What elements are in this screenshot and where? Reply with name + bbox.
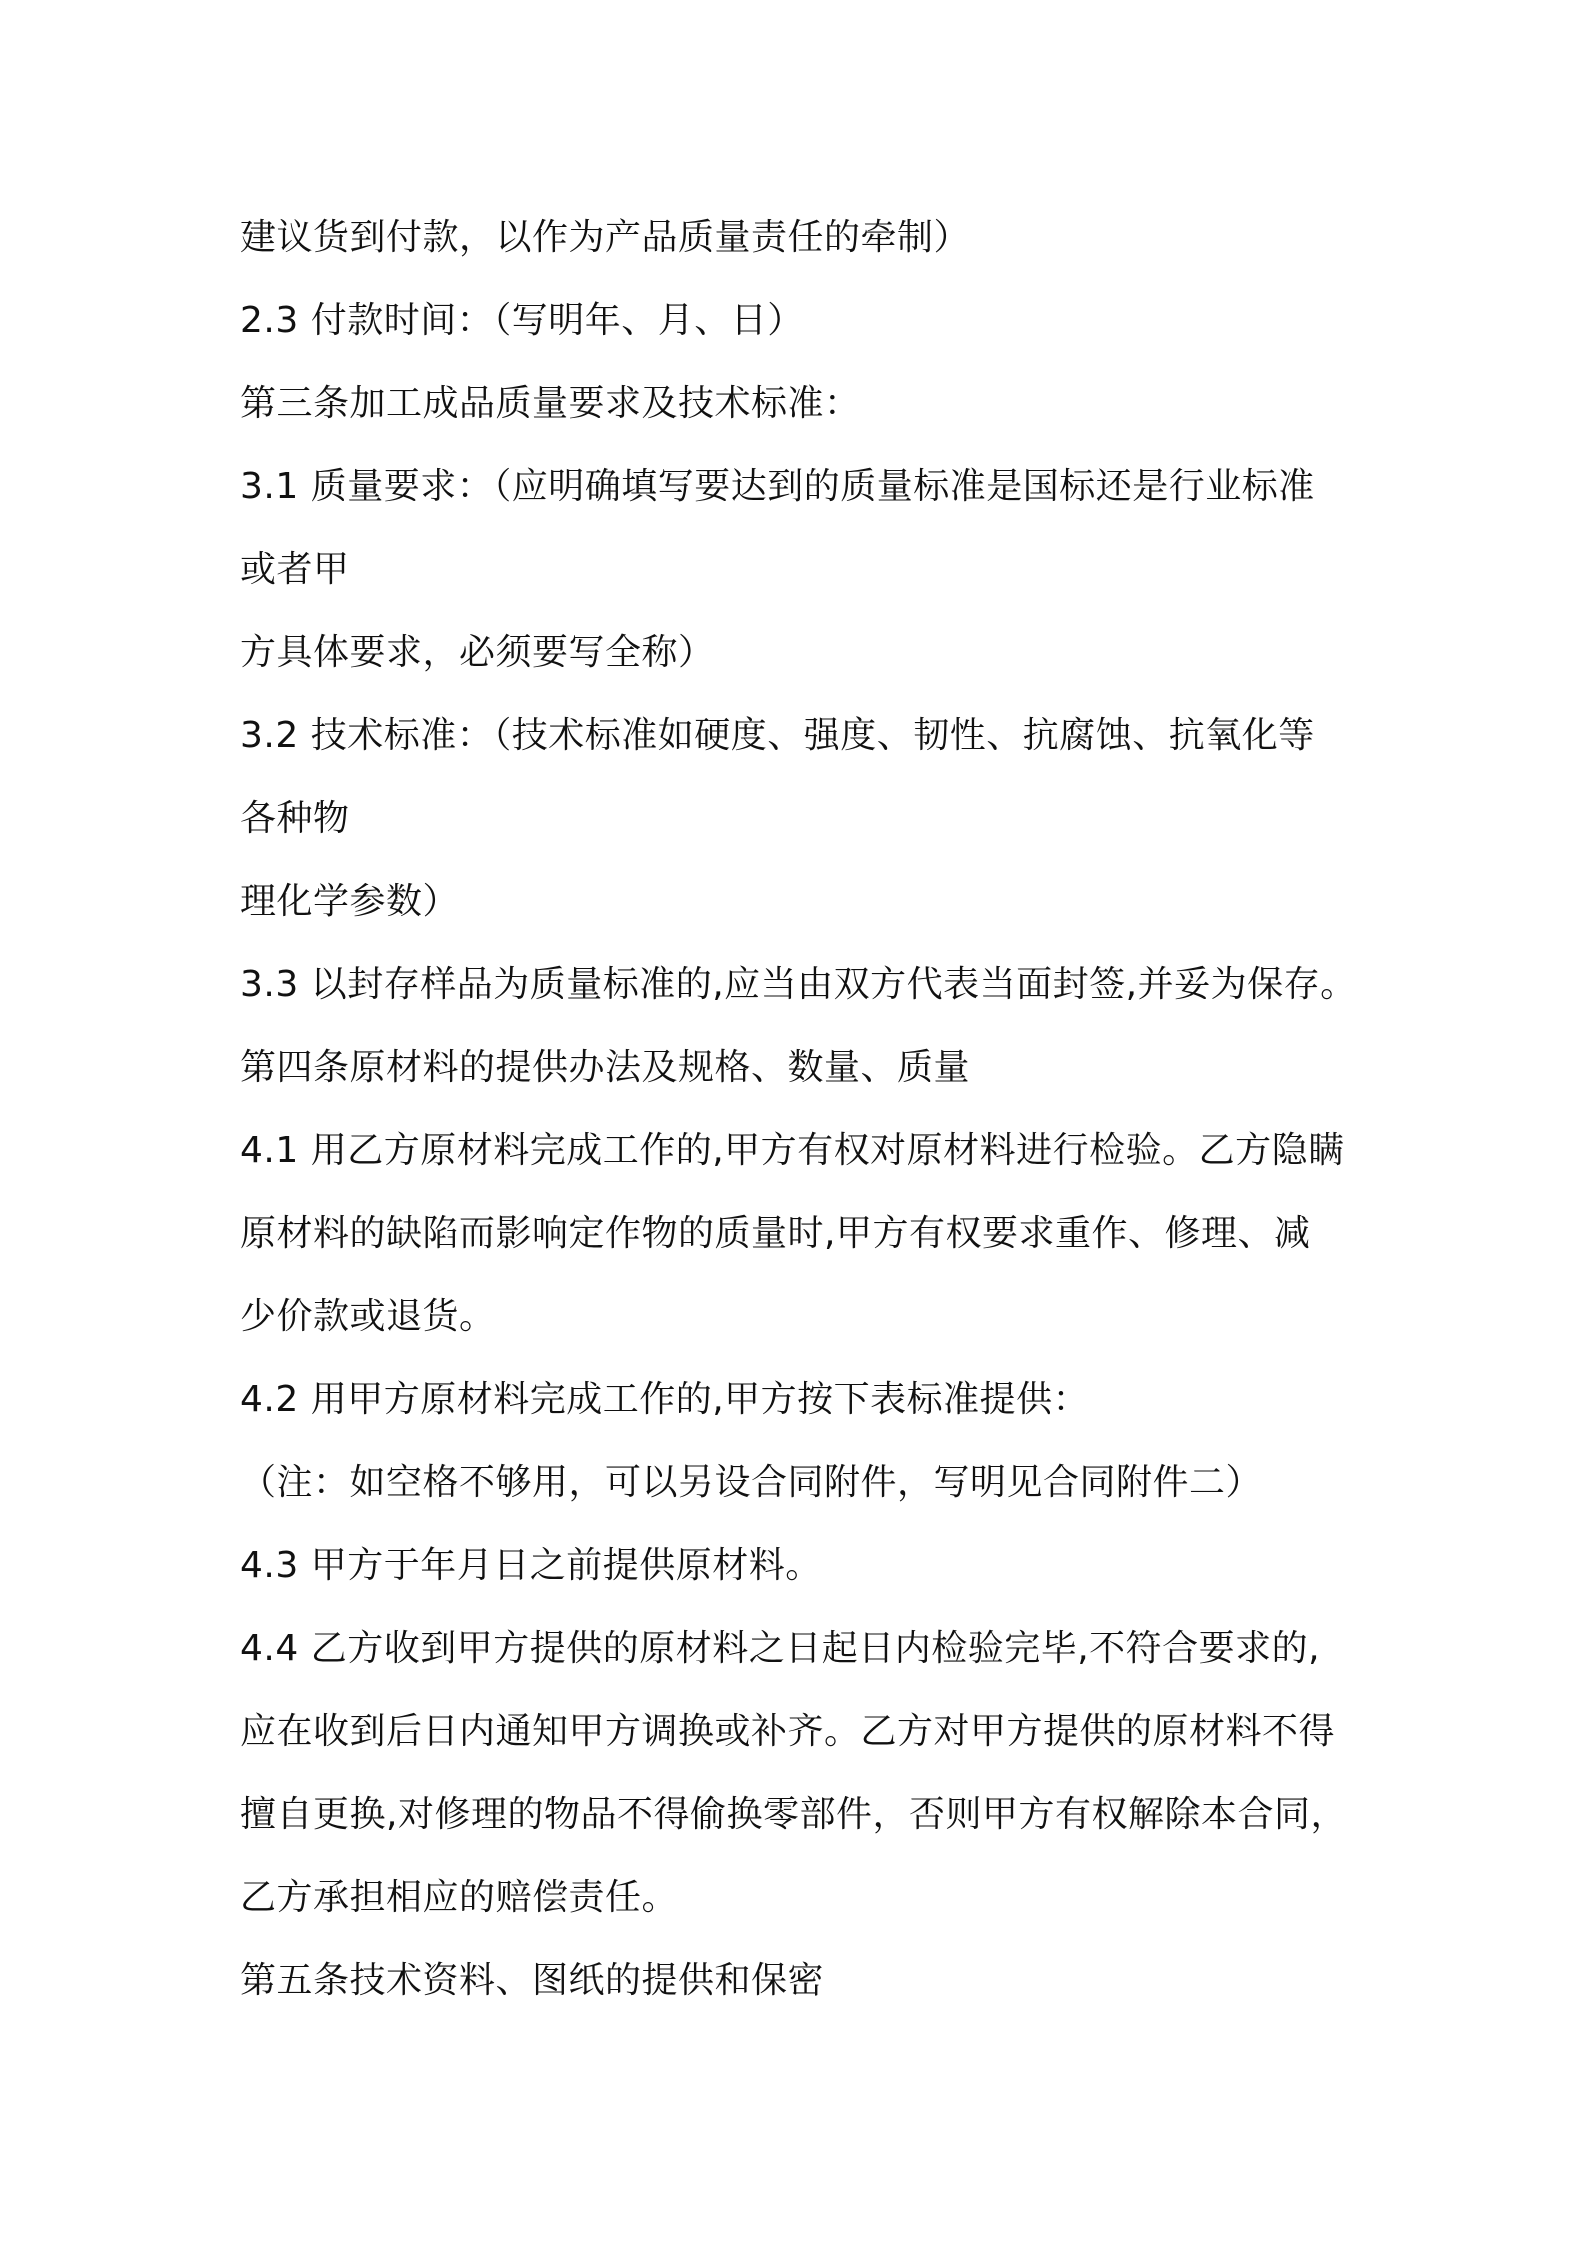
text-line: 应在收到后日内通知甲方调换或补齐。乙方对甲方提供的原材料不得 (240, 1711, 1336, 1752)
text-line: 理化学参数） (240, 881, 460, 922)
text-line: 擅自更换,对修理的物品不得偷换零部件，否则甲方有权解除本合同， (240, 1794, 1347, 1835)
text-line: 3.3 以封存样品为质量标准的,应当由双方代表当面封签,并妥为保存。 (240, 964, 1357, 1005)
text-line: （注：如空格不够用，可以另设合同附件，写明见合同附件二） (240, 1462, 1263, 1503)
text-line: 4.2 用甲方原材料完成工作的,甲方按下表标准提供： (240, 1379, 1090, 1420)
section-heading: 第四条原材料的提供办法及规格、数量、质量 (240, 1047, 971, 1088)
text-line: 3.1 质量要求：（应明确填写要达到的质量标准是国标还是行业标准 (240, 466, 1315, 507)
text-line: 各种物 (240, 798, 350, 839)
text-line: 或者甲 (240, 549, 350, 590)
text-line: 2.3 付款时间：（写明年、月、日） (240, 300, 804, 341)
text-line: 4.3 甲方于年月日之前提供原材料。 (240, 1545, 822, 1586)
text-line: 方具体要求，必须要写全称） (240, 632, 715, 673)
text-line: 4.1 用乙方原材料完成工作的,甲方有权对原材料进行检验。乙方隐瞒 (240, 1130, 1345, 1171)
text-line: 原材料的缺陷而影响定作物的质量时,甲方有权要求重作、修理、减 (240, 1213, 1311, 1254)
text-line: 建议货到付款，以作为产品质量责任的牵制） (240, 217, 971, 258)
text-line: 乙方承担相应的赔偿责任。 (240, 1877, 679, 1918)
text-line: 4.4 乙方收到甲方提供的原材料之日起日内检验完毕,不符合要求的, (240, 1628, 1321, 1669)
section-heading: 第三条加工成品质量要求及技术标准： (240, 383, 861, 424)
document-body (240, 196, 1360, 2022)
text-line: 少价款或退货。 (240, 1296, 496, 1337)
section-heading: 第五条技术资料、图纸的提供和保密 (240, 1960, 825, 2001)
text-line: 3.2 技术标准：（技术标准如硬度、强度、韧性、抗腐蚀、抗氧化等 (240, 715, 1315, 756)
